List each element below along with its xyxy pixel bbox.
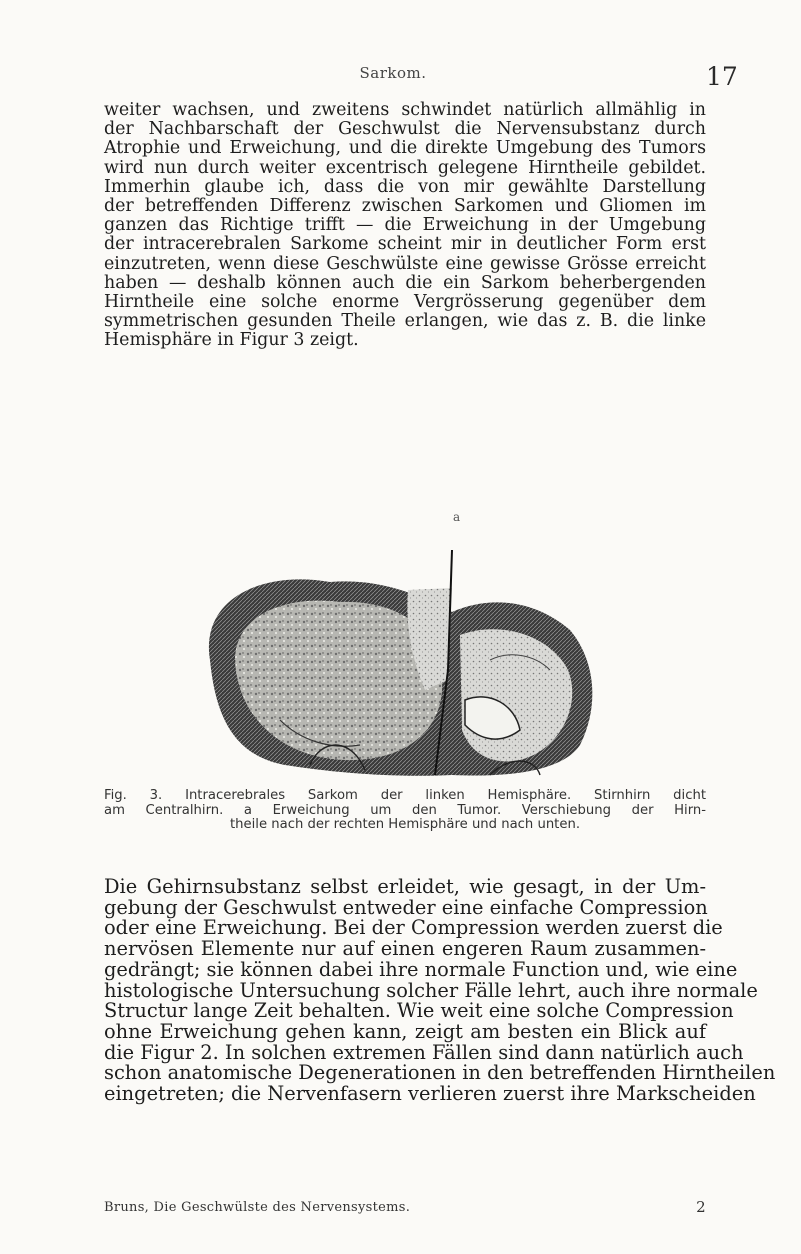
caption-line: theile nach der rechten Hemisphäre und nach unten. — [229, 817, 581, 833]
text-line: Hemisphäre in Figur 3 zeigt. — [104, 330, 359, 351]
text-line: oder eine Erweichung. Bei der Compression werden zuerst die — [104, 916, 723, 940]
text-line: haben — deshalb können auch die ein Sarkom beherbergenden — [104, 272, 706, 293]
text-line: die Figur 2. In solchen extremen Fällen sind dann natürlich auch — [104, 1040, 744, 1064]
page-footer — [104, 1200, 706, 1215]
brain-section-illustration — [190, 540, 610, 780]
figure-caption — [104, 789, 706, 833]
text-line: Atrophie und Erweichung, und die direkte Umgebung des Tumors — [104, 138, 706, 159]
text-line: Structur lange Zeit behalten. Wie weit eine solche Compression — [104, 999, 734, 1023]
brain-section-figure — [190, 540, 610, 780]
text-line: schon anatomische Degenerationen in den betreffenden Hirntheilen — [104, 1061, 776, 1085]
text-line: wird nun durch weiter excentrisch gelegene Hirntheile gebildet. — [104, 157, 706, 178]
page-number: 17 — [706, 62, 738, 91]
caption-line: am Centralhirn. a Erweichung um den Tumor. Verschiebung der Hirn- — [104, 802, 706, 818]
text-line: weiter wachsen, und zweitens schwindet natürlich allmählig in — [104, 100, 706, 120]
paragraph-1 — [104, 101, 706, 351]
running-head — [0, 62, 801, 92]
running-title: Sarkom. — [359, 64, 427, 82]
text-line: gebung der Geschwulst entweder eine einfache Compression — [104, 895, 708, 919]
text-line: symmetrischen gesunden Theile erlangen, wie das z. B. die linke — [104, 311, 706, 332]
text-line: der betreffenden Differenz zwischen Sarkomen und Gliomen im — [104, 196, 706, 217]
text-line: histologische Untersuchung solcher Fälle lehrt, auch ihre normale — [104, 978, 758, 1002]
footer-signature: Bruns, Die Geschwülste des Nervensystems. — [104, 1200, 411, 1215]
sheet-number: 2 — [696, 1198, 706, 1216]
text-line: Immerhin glaube ich, dass die von mir gewählte Darstellung — [104, 176, 706, 197]
text-line: der intracerebralen Sarkome scheint mir in deutlicher Form erst — [104, 234, 706, 255]
text-line: einzutreten, wenn diese Geschwülste eine gewisse Grösse erreicht — [104, 253, 706, 274]
text-line: der Nachbarschaft der Geschwulst die Nervensubstanz durch — [104, 119, 706, 140]
text-line: Hirntheile eine solche enorme Vergrösserung gegenüber dem — [104, 292, 706, 313]
text-line: eingetreten; die Nervenfasern verlieren zuerst ihre Markscheiden — [104, 1082, 756, 1106]
paragraph-2 — [104, 875, 776, 1106]
caption-line: Fig. 3. Intracerebrales Sarkom der linken Hemisphäre. Stirnhirn dicht — [104, 788, 706, 803]
text-line: ohne Erweichung gehen kann, zeigt am besten ein Blick auf — [104, 1019, 706, 1043]
text-line: gedrängt; sie können dabei ihre normale Function und, wie eine — [104, 957, 738, 981]
text-line: ganzen das Richtige trifft — die Erweichung in der Umgebung — [104, 215, 706, 236]
figure-label-a: a — [453, 510, 461, 524]
text-line: nervösen Elemente nur auf einen engeren Raum zusammen- — [104, 937, 706, 961]
text-line: Die Gehirnsubstanz selbst erleidet, wie gesagt, in der Um- — [104, 875, 706, 898]
